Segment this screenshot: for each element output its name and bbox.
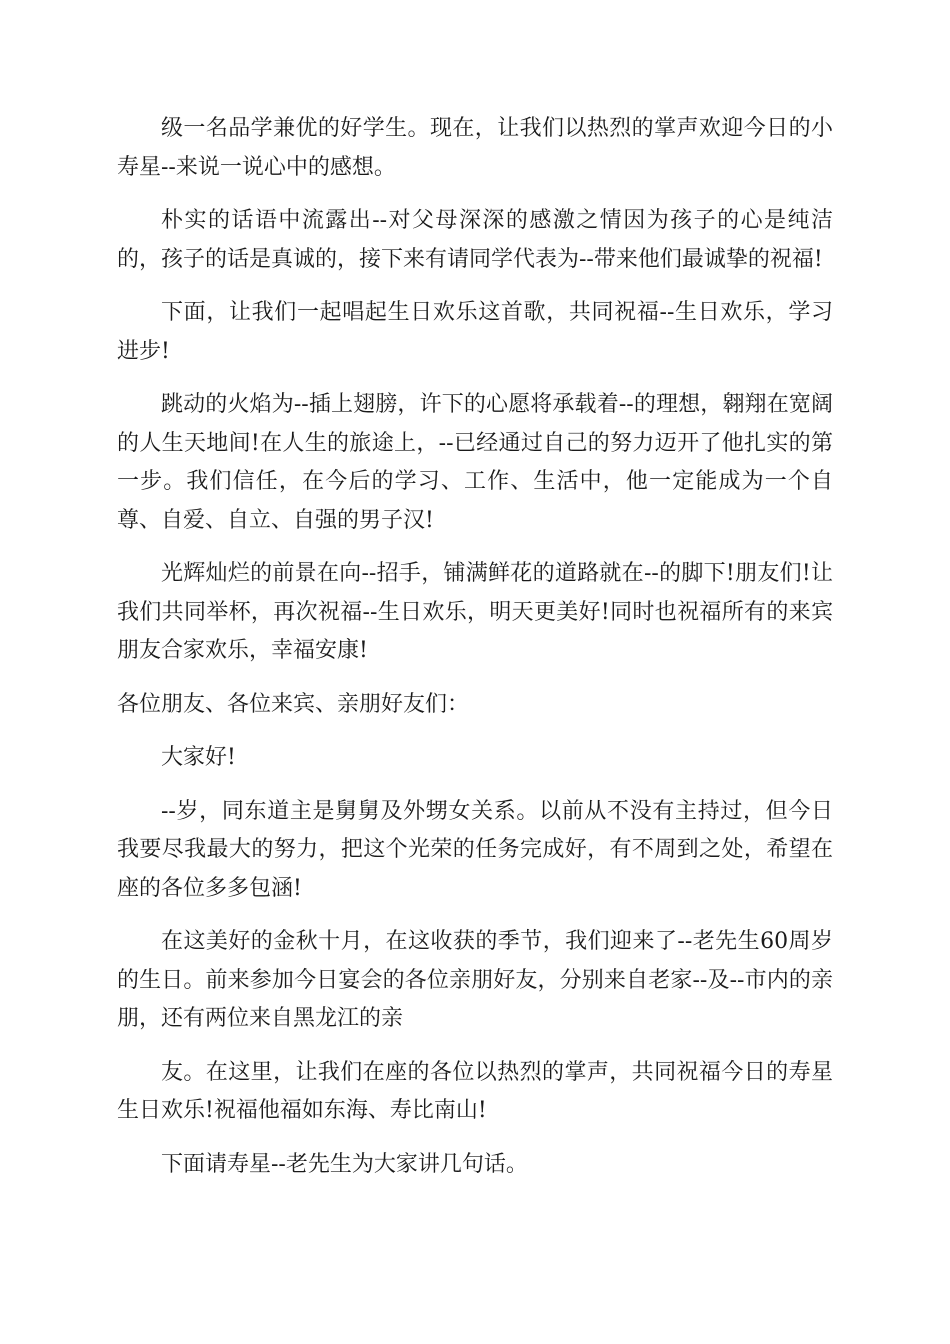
greeting: 大家好!: [161, 745, 236, 770]
paragraph-5: 光辉灿烂的前景在向--招手，铺满鲜花的道路就在--的脚下!朋友们!让我们共同举杯，再次祝福--生日欢乐，明天更美好!同时也祝福所有的来宾朋友合家欢乐，幸福安康!: [117, 561, 833, 663]
document-page: [117, 110, 833, 1199]
salutation: 各位朋友、各位来宾、亲朋好友们：: [117, 691, 470, 717]
paragraph-8: --岁，同东道主是舅舅及外甥女关系。以前从不没有主持过，但今日我要尽我最大的努力，把这个光荣的任务完成好，有不周到之处，希望在座的各位多多包涵!: [117, 798, 833, 901]
paragraph-2: 朴实的话语中流露出--对父母深深的感激之情因为孩子的心是纯洁的，孩子的话是真诚的，接下来有请同学代表为--带来他们最诚挚的祝福!: [117, 208, 833, 272]
paragraph-1: 级一名品学兼优的好学生。现在，让我们以热烈的掌声欢迎今日的小寿星--来说一说心中的感想。: [117, 116, 833, 180]
paragraph-10: 友。在这里，让我们在座的各位以热烈的掌声，共同祝福今日的寿星生日欢乐!祝福他福如东海、寿比南山!: [117, 1059, 833, 1123]
paragraph-11: 下面请寿星--老先生为大家讲几句话。: [161, 1151, 528, 1177]
paragraph-3: 下面，让我们一起唱起生日欢乐这首歌，共同祝福--生日欢乐，学习进步!: [117, 300, 833, 364]
paragraph-9: 在这美好的金秋十月，在这收获的季节，我们迎来了--老先生60周岁的生日。前来参加今日宴会的各位亲朋好友，分别来自老家--及--市内的亲朋，还有两位来自黑龙江的亲: [117, 929, 833, 1031]
paragraph-4: 跳动的火焰为--插上翅膀，许下的心愿将承载着--的理想，翱翔在宽阔的人生天地间!在人生的旅途上，--已经通过自己的努力迈开了他扎实的第一步。我们信任，在今后的学习、工作、生活中，他一定能成为一个自尊、自爱、自立、自强的男子汉!: [117, 392, 833, 533]
